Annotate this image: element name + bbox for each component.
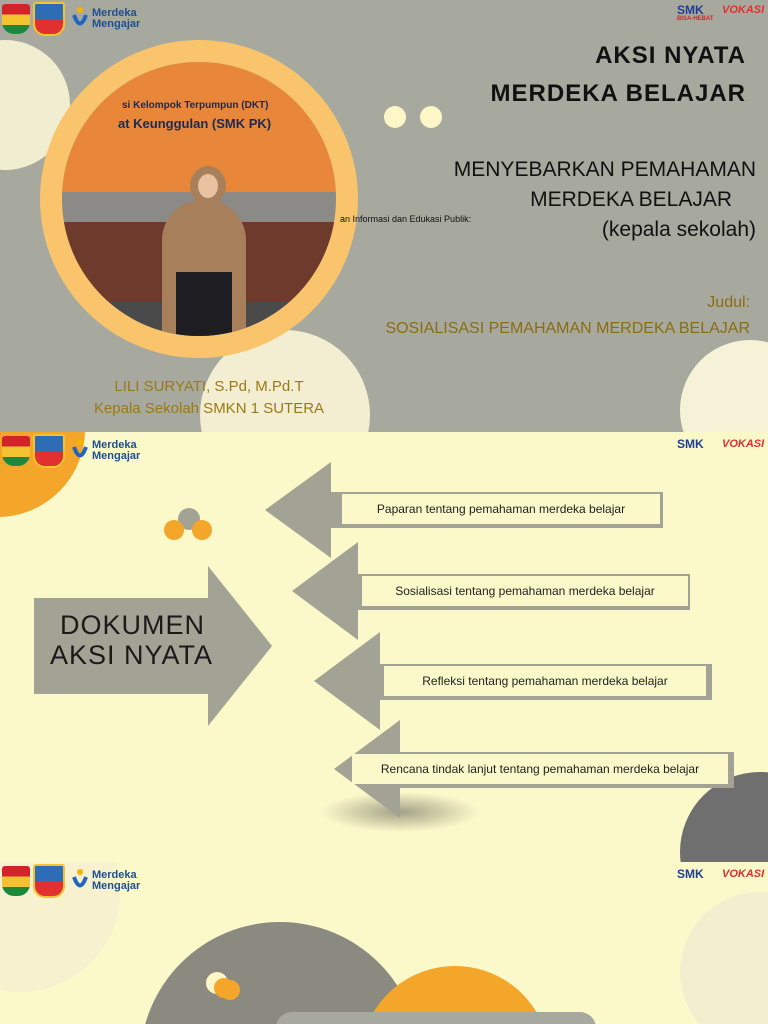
- merdeka-mengajar-icon: [72, 438, 88, 464]
- item-1-label: Paparan tentang pemahaman merdeka belajar: [342, 494, 660, 524]
- subtitle-line-3: (kepala sekolah): [601, 218, 756, 241]
- logo-mengajar-text: Mengajar: [92, 880, 141, 892]
- item-4-label: Rencana tindak lanjut tentang pemahaman merdeka belajar: [352, 754, 728, 784]
- regency-emblem-icon: [33, 2, 65, 36]
- logo-bar: [2, 2, 140, 36]
- logo-merdeka-text: Merdeka: [92, 869, 137, 881]
- vokasi-logo-text: VOKASI: [722, 438, 765, 450]
- smk-logo: [677, 3, 714, 24]
- logo-mengajar-text: Mengajar: [92, 450, 141, 462]
- merdeka-mengajar-icon: [72, 868, 88, 894]
- logo-merdeka-text: Merdeka: [92, 7, 137, 19]
- deco-dot-1: [384, 106, 406, 128]
- person-dress: [176, 272, 232, 336]
- vokasi-logo-text: VOKASI: [722, 4, 765, 16]
- author-name: LILI SURYATI, S.Pd, M.Pd.T: [114, 378, 304, 395]
- regency-emblem-icon: [33, 434, 65, 468]
- logo-bar: [2, 434, 140, 468]
- person-face: [198, 174, 218, 198]
- overflow-text: an Informasi dan Edukasi Publik:: [340, 214, 472, 224]
- judul-text: SOSIALISASI PEMAHAMAN MERDEKA BELAJAR: [385, 320, 750, 337]
- speaker-photo: [62, 62, 336, 336]
- banner-text-2: at Keunggulan (SMK PK): [118, 116, 272, 131]
- smk-logo: [677, 437, 704, 451]
- smk-logo-text: SMK: [677, 867, 704, 881]
- deco-circle-light-right: [680, 892, 768, 1024]
- regency-emblem-icon: [33, 864, 65, 898]
- deco-circle-light-right: [680, 340, 768, 432]
- slide-document: [0, 432, 768, 862]
- main-label-line-2: AKSI NYATA: [50, 640, 214, 670]
- logo-merdeka-text: Merdeka: [92, 439, 137, 451]
- author-role: Kepala Sekolah SMKN 1 SUTERA: [93, 400, 325, 417]
- smk-logo-text: SMK: [677, 3, 704, 17]
- judul-label: Judul:: [707, 294, 750, 311]
- title-line-1: AKSI NYATA: [595, 42, 746, 69]
- vokasi-logo: [722, 6, 764, 15]
- slide-title: [0, 0, 768, 432]
- deco-dot-orange-left: [164, 520, 184, 540]
- vokasi-logo-text: VOKASI: [722, 868, 765, 880]
- slide-next: [0, 862, 768, 1024]
- merdeka-mengajar-logo: [72, 438, 140, 464]
- vokasi-logo: [722, 870, 764, 879]
- item-3-label: Refleksi tentang pemahaman merdeka belajar: [384, 666, 706, 696]
- merdeka-mengajar-logo: [72, 6, 140, 32]
- item-2-label: Sosialisasi tentang pemahaman merdeka belajar: [362, 576, 688, 606]
- deco-dot-orange-right: [192, 520, 212, 540]
- title-line-2: MERDEKA BELAJAR: [490, 80, 746, 107]
- smk-logo: [677, 867, 704, 881]
- main-label-line-1: DOKUMEN: [60, 610, 206, 640]
- merdeka-mengajar-logo: [72, 868, 140, 894]
- content-panel: [276, 1012, 596, 1024]
- logo-mengajar-text: Mengajar: [92, 18, 141, 30]
- logo-bar: [2, 864, 140, 898]
- merdeka-mengajar-icon: [72, 6, 88, 32]
- subtitle-line-2: MERDEKA BELAJAR: [530, 188, 732, 211]
- vokasi-logo: [722, 440, 764, 449]
- banner-text-1: si Kelompok Terpumpun (DKT): [122, 100, 269, 111]
- deco-dot-2: [420, 106, 442, 128]
- provincial-emblem-icon: [2, 866, 30, 896]
- bisa-hebat-text: BISA-HEBAT: [677, 16, 714, 22]
- deco-dot-orange-2: [220, 980, 240, 1000]
- smk-logo-text: SMK: [677, 437, 704, 451]
- subtitle-line-1: MENYEBARKAN PEMAHAMAN: [453, 158, 756, 181]
- provincial-emblem-icon: [2, 4, 30, 34]
- provincial-emblem-icon: [2, 436, 30, 466]
